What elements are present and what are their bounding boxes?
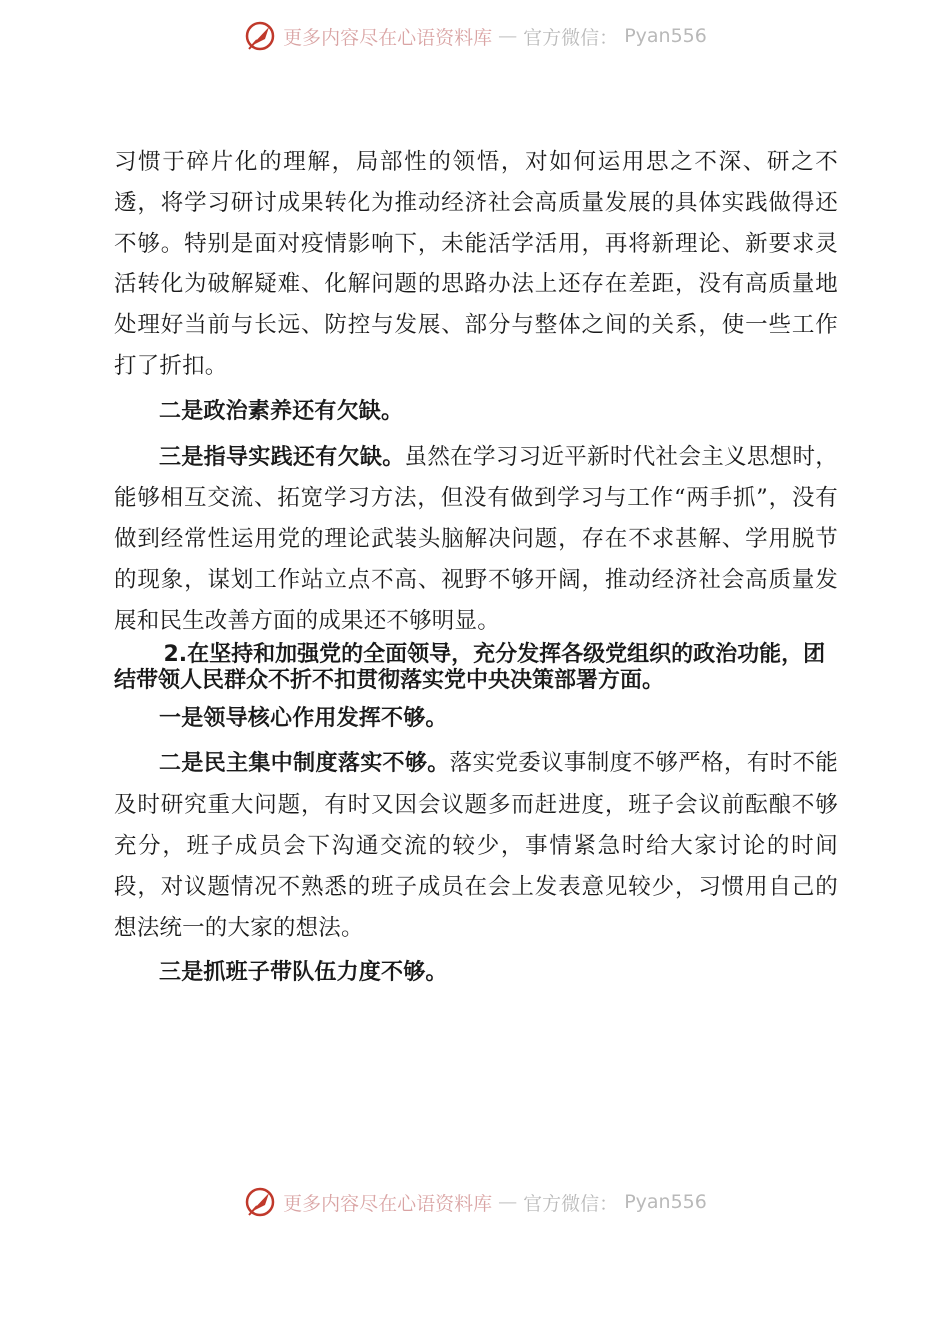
feather-logo-icon xyxy=(243,1185,277,1219)
paragraph-5-text: 落实党委议事制度不够严格，有时不能及时研究重大问题，有时又因会议题多而赶进度，班子会议前酝酿不够充分，班子成员会下沟通交流的较少，事情紧急时给大家讨论的时间段，对议题情况不熟悉的班子成员在会上发表意见较少，习惯用自己的想法统一的大家的想法。 xyxy=(114,750,838,941)
footer-watermark xyxy=(0,1182,950,1222)
paragraph-3-text: 虽然在学习习近平新时代社会主义思想时，能够相互交流、拓宽学习方法，但没有做到学习与工作“两手抓”，没有做到经常性运用党的理论武装头脑解决问题，存在不求甚解、学用脱节的现象，谋划工作站立点不高、视野不够开阔，推动经济社会高质量发展和民生改善方面的成果还不够明显。 xyxy=(114,443,838,634)
watermark-site-text: 更多内容尽在心语资料库 xyxy=(283,1192,493,1215)
paragraph-3 xyxy=(114,437,838,642)
watermark-label: 官方微信： xyxy=(523,1192,619,1215)
document-body xyxy=(114,142,838,994)
paragraph-5 xyxy=(114,743,838,948)
paragraph-5-heading: 二是民主集中制度落实不够。 xyxy=(159,751,450,777)
watermark-wechat-id: Pyan556 xyxy=(624,1191,707,1213)
feather-logo-icon xyxy=(243,19,277,53)
paragraph-1: 习惯于碎片化的理解，局部性的领悟，对如何运用思之不深、研之不透，将学习研讨成果转化为推动经济社会高质量发展的具体实践做得还不够。特别是面对疫情影响下，未能活学活用，再将新理论、新要求灵活转化为破解疑难、化解问题的思路办法上还存在差距，没有高质量地处理好当前与长远、防控与发展、部分与整体之间的关系，使一些工作打了折扣。 xyxy=(114,149,838,379)
paragraph-4 xyxy=(114,698,838,740)
watermark-site-text: 更多内容尽在心语资料库 xyxy=(283,26,493,49)
watermark-wechat-id: Pyan556 xyxy=(624,25,707,47)
header-watermark xyxy=(0,16,950,56)
paragraph-2 xyxy=(114,391,838,433)
watermark-label: 官方微信： xyxy=(523,26,619,49)
watermark-dash: — xyxy=(498,1191,518,1213)
paragraph-3-heading: 三是指导实践还有欠缺。 xyxy=(159,444,405,470)
paragraph-4-heading: 一是领导核心作用发挥不够。 xyxy=(159,705,448,731)
paragraph-2-heading: 二是政治素养还有欠缺。 xyxy=(159,398,404,424)
paragraph-6-heading: 三是抓班子带队伍力度不够。 xyxy=(159,960,448,986)
section-heading-2: 2.在坚持和加强党的全面领导，充分发挥各级党组织的政治功能，团结带领人民群众不折不扣贯彻落实党中央决策部署方面。 xyxy=(114,641,826,693)
paragraph-6 xyxy=(114,952,838,994)
watermark-dash: — xyxy=(498,25,518,47)
